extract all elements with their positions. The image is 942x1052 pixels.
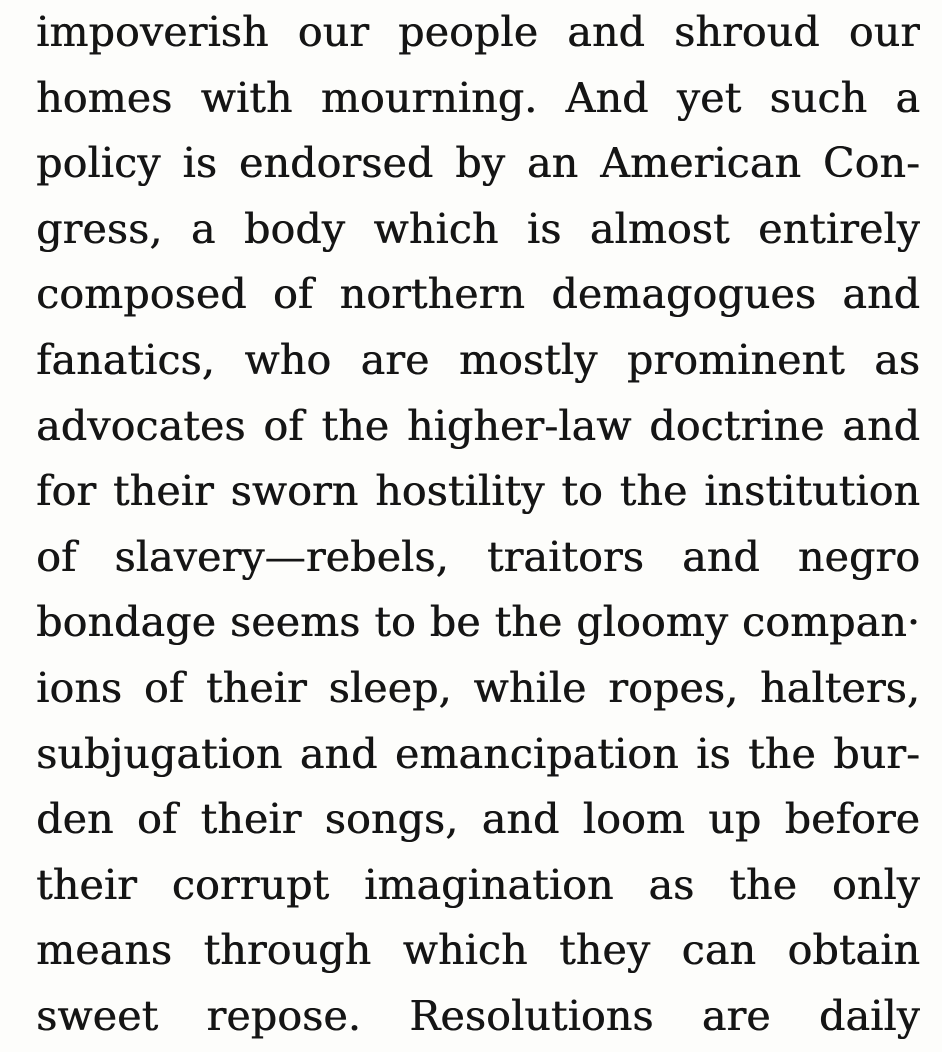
- text-line: fanatics, who are mostly prominent as: [36, 335, 920, 384]
- text-line: sweet repose. Resolutions are daily: [36, 991, 920, 1040]
- text-line: ions of their sleep, while ropes, halters,: [36, 663, 920, 712]
- text-line: for their sworn hostility to the institution: [36, 467, 920, 516]
- text-line: gress, a body which is almost entirely: [36, 204, 920, 253]
- text-line: bondage seems to be the gloomy compan·: [36, 598, 920, 647]
- text-line: of slavery—rebels, traitors and negro: [36, 532, 920, 581]
- text-line: subjugation and emancipation is the bur-: [36, 729, 920, 778]
- text-line: den of their songs, and loom up before: [36, 795, 920, 844]
- text-line: their corrupt imagination as the only: [36, 860, 920, 909]
- text-line: means through which they can obtain: [36, 926, 920, 975]
- text-line: composed of northern demagogues and: [36, 270, 920, 319]
- text-line: policy is endorsed by an American Con-: [36, 139, 920, 188]
- text-column: [36, 0, 920, 1050]
- text-line: advocates of the higher-law doctrine and: [36, 401, 920, 450]
- text-line: impoverish our people and shroud our: [36, 8, 920, 56]
- text-line: homes with mourning. And yet such a: [36, 73, 920, 122]
